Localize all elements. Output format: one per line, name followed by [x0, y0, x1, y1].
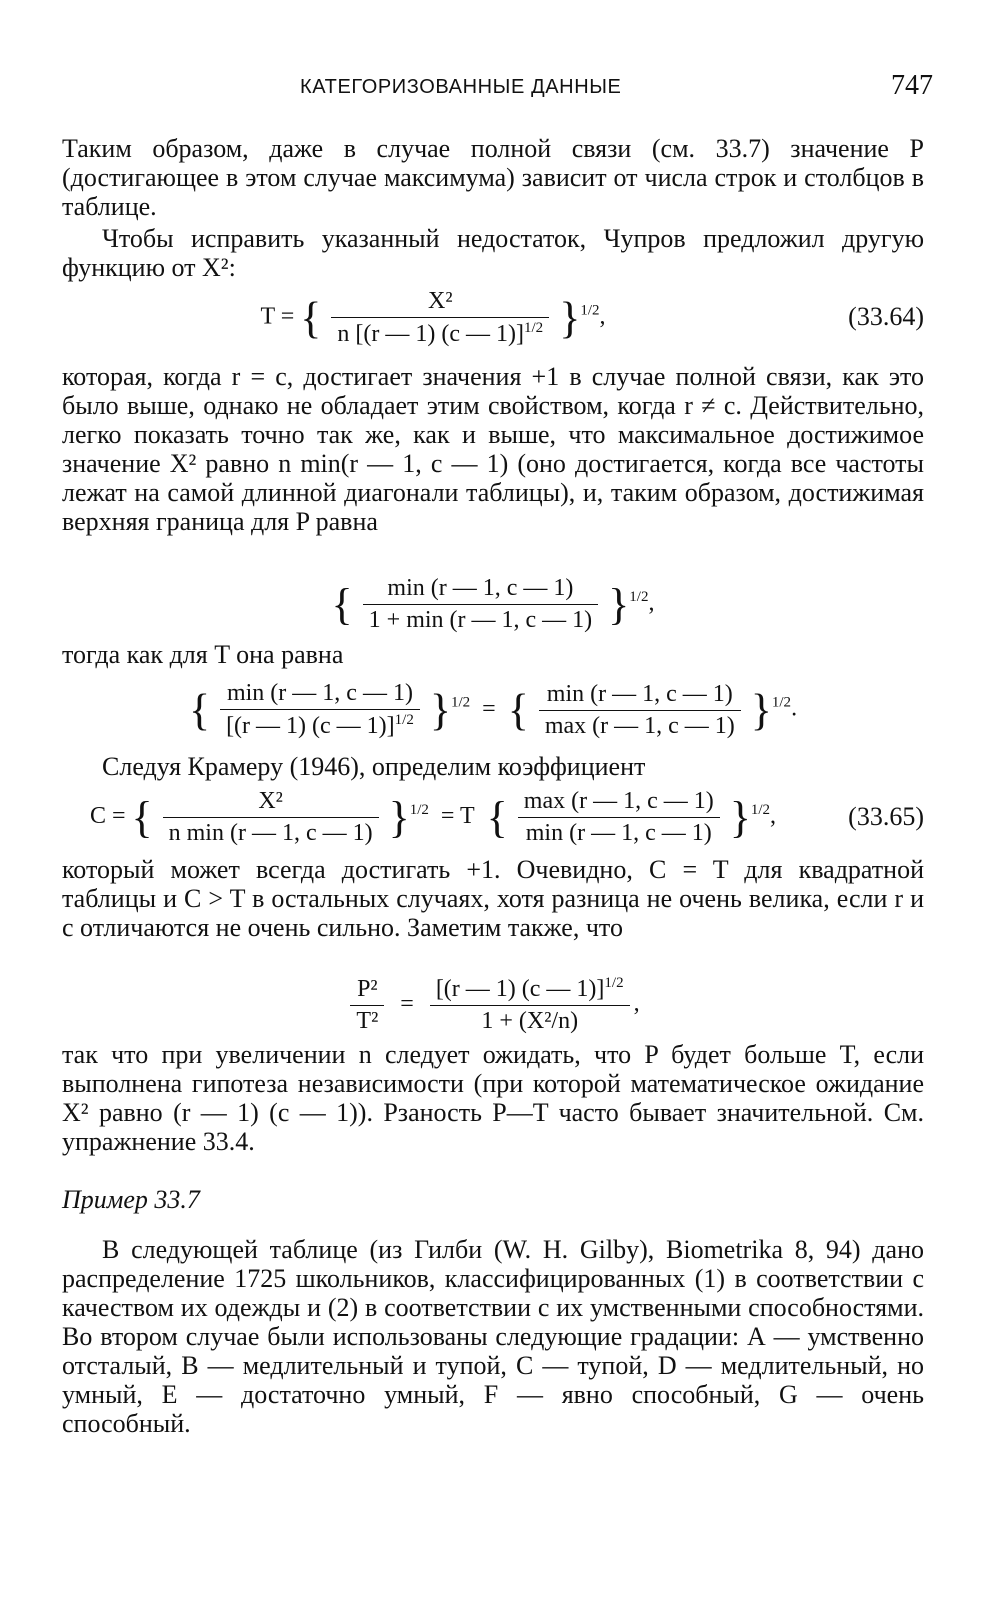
paragraph-8: В следующей таблице (из Гилби (W. H. Gilby), Biometrika 8, 94) дано распределение 1725 школьников, классифицированных (1) в соответствии с качеством их одежды и (2) в соответствии с их умственными способностями. Во втором случае были использованы следующие градации: А — умственно отсталый, В — медлительный и тупой, С — тупой, D — медлительный, но умный, Е — достаточно умный, F — явно способный, G — очень способный. [62, 1235, 924, 1438]
example-heading: Пример 33.7 [62, 1185, 200, 1214]
formula-denominator: min (r — 1, c — 1) [525, 820, 712, 846]
formula-close-brace: } [750, 685, 772, 735]
formula-33-65 [62, 788, 924, 848]
formula-close-brace: } [729, 793, 751, 842]
paragraph-7: так что при увеличении n следует ожидать, что P будет больше T, если выполнена гипотеза независимости (при которой математическое ожидание X² равно (r — 1) (c — 1)). Рзаность P—T часто бывает значительной. См. упражнение 33.4. [62, 1040, 924, 1156]
formula-fraction-left [220, 680, 420, 740]
formula-denominator: n min (r — 1, c — 1) [168, 820, 373, 846]
formula-numerator: X² [163, 788, 379, 818]
paragraph-6: который может всегда достигать +1. Очевидно, C = T для квадратной таблицы и C > T в остальных случаях, хотя разница не очень велика, если r и c отличаются не очень сильно. Заметим также, что [62, 855, 924, 942]
formula-comma: , [770, 803, 777, 830]
formula-33-64 [62, 288, 924, 348]
formula-denominator-exponent: 1/2 [394, 712, 414, 728]
formula-numerator: min (r — 1, c — 1) [363, 575, 599, 605]
formula-exponent: 1/2 [771, 694, 792, 711]
formula-close-brace: } [429, 685, 451, 735]
formula-denominator-text: n [(r — 1) (c — 1)] [337, 321, 525, 347]
formula-denominator: T² [356, 1007, 379, 1034]
formula-fraction-left [163, 788, 379, 847]
running-title: КАТЕГОРИЗОВАННЫЕ ДАННЫЕ [300, 76, 622, 98]
page-header [0, 70, 995, 110]
formula-open-brace: { [507, 685, 529, 735]
paragraph-5: Следуя Крамеру (1946), определим коэффициент [102, 752, 646, 781]
formula-comma: , [599, 303, 606, 330]
formula-lhs: T = [260, 303, 295, 330]
formula-open-brace: { [331, 580, 353, 629]
formula-denominator [220, 710, 420, 740]
formula-exponent: 1/2 [450, 694, 471, 711]
formula-period: . [791, 695, 798, 722]
formula-denominator: max (r — 1, c — 1) [544, 712, 735, 739]
formula-exponent: 1/2 [580, 302, 600, 319]
formula-p-t-ratio [62, 975, 924, 1035]
formula-p-bound [62, 575, 924, 634]
formula-numerator-exponent: 1/2 [604, 975, 624, 991]
paragraph-3: которая, когда r = c, достигает значения +1 в случае полной связи, как это было выше, однако не обладает этим свойством, когда r ≠ c. Действительно, легко показать точно так же, как и выше, что максимальное достижимое значение X² равно n min(r — 1, c — 1) (оно достигается, когда все частоты лежат на самой длинной диагонали таблицы), и, таким образом, достижимая верхняя граница для P равна [62, 362, 924, 536]
formula-numerator [430, 975, 630, 1006]
formula-fraction-right [539, 681, 741, 740]
formula-lhs: C = [89, 803, 126, 830]
formula-comma: , [633, 990, 640, 1017]
formula-numerator: min (r — 1, c — 1) [220, 680, 420, 710]
formula-numerator: min (r — 1, c — 1) [539, 681, 741, 711]
formula-equals: = [482, 695, 496, 722]
formula-denominator-text: [(r — 1) (c — 1)] [226, 713, 395, 739]
formula-equals-t: = T [440, 803, 475, 830]
formula-open-brace: { [131, 793, 153, 842]
formula-exponent: 1/2 [629, 589, 649, 606]
formula-numerator-text: [(r — 1) (c — 1)] [435, 976, 605, 1002]
formula-fraction [331, 288, 549, 348]
formula-fraction-left [350, 976, 384, 1035]
paragraph-1: Таким образом, даже в случае полной связи (см. 33.7) значение P (достигающее в этом случае максимума) зависит от числа строк и столбцов в таблице. [62, 134, 924, 221]
equation-number: (33.64) [848, 302, 924, 331]
formula-numerator: max (r — 1, c — 1) [518, 788, 720, 818]
formula-close-brace: } [559, 293, 581, 343]
paragraph-4: тогда как для T она равна [62, 640, 344, 669]
formula-numerator: P² [350, 976, 384, 1006]
formula-denominator: 1 + min (r — 1, c — 1) [368, 607, 593, 633]
formula-exponent: 1/2 [750, 802, 771, 819]
formula-open-brace: { [188, 685, 211, 735]
page-number: 747 [891, 70, 933, 101]
formula-comma: , [648, 590, 655, 617]
equation-number: (33.65) [848, 802, 924, 831]
formula-t-bound [62, 680, 924, 740]
formula-numerator: X² [331, 288, 549, 318]
formula-equals: = [400, 990, 414, 1017]
formula-open-brace: { [486, 793, 508, 842]
formula-exponent: 1/2 [409, 802, 429, 819]
formula-fraction-right [430, 975, 630, 1035]
paragraph-2: Чтобы исправить указанный недостаток, Чупров предложил другую функцию от X²: [62, 224, 924, 282]
formula-fraction-right [518, 788, 720, 847]
formula-denominator [331, 318, 549, 348]
formula-denominator-exponent: 1/2 [524, 320, 544, 336]
formula-denominator: 1 + (X²/n) [481, 1008, 579, 1034]
formula-close-brace: } [388, 793, 410, 842]
formula-open-brace: { [300, 293, 322, 343]
formula-close-brace: } [608, 580, 630, 629]
formula-fraction [363, 575, 599, 634]
